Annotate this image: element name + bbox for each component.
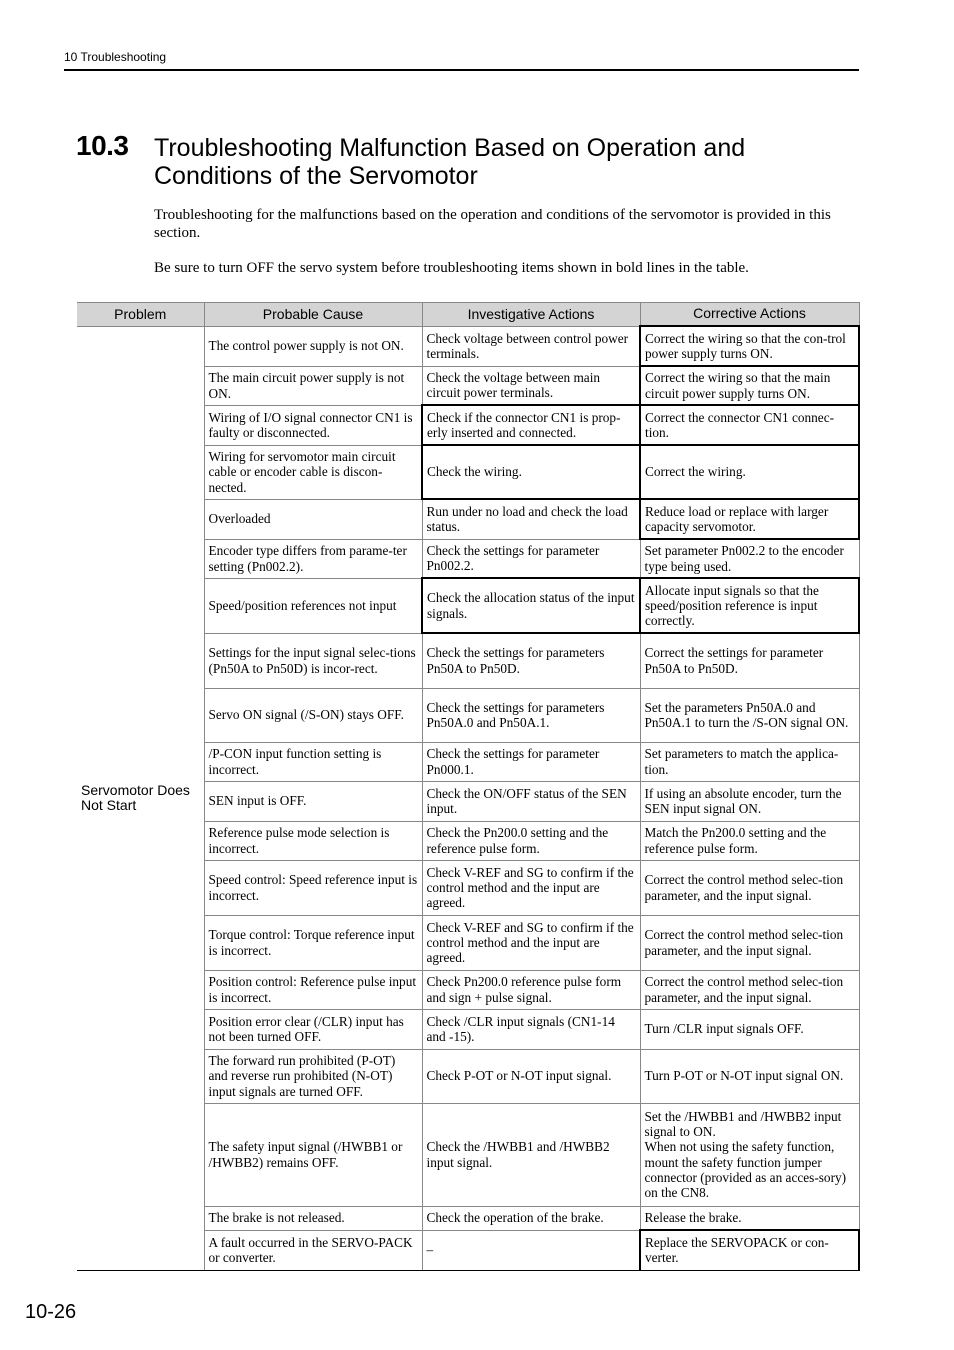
- investigate-cell: Check the operation of the brake.: [422, 1206, 640, 1230]
- cause-cell: Position error clear (/CLR) input has not been turned OFF.: [204, 1009, 422, 1049]
- cause-cell: Servo ON signal (/S-ON) stays OFF.: [204, 688, 422, 742]
- section-title: Troubleshooting Malfunction Based on Operation and Conditions of the Servomotor: [154, 134, 746, 190]
- investigate-cell: Check P-OT or N-OT input signal.: [422, 1049, 640, 1103]
- investigate-cell: Check the /HWBB1 and /HWBB2 input signal.: [422, 1103, 640, 1206]
- investigate-cell: Check the wiring.: [422, 445, 640, 499]
- correct-cell: Release the brake.: [640, 1206, 859, 1230]
- header-corrective-actions: Corrective Actions: [640, 303, 859, 327]
- investigate-cell: Check if the connector CN1 is prop-erly inserted and connected.: [422, 405, 640, 445]
- correct-cell: Set parameter Pn002.2 to the encoder type being used.: [640, 539, 859, 578]
- section-number: 10.3: [76, 130, 129, 161]
- investigate-cell: Check /CLR input signals (CN1-14 and -15).: [422, 1009, 640, 1049]
- correct-cell: Correct the control method selec-tion parameter, and the input signal.: [640, 915, 859, 970]
- running-head: 10 Troubleshooting: [64, 50, 167, 64]
- investigate-cell: Check Pn200.0 reference pulse form and sign + pulse signal.: [422, 970, 640, 1009]
- correct-cell: If using an absolute encoder, turn the SEN input signal ON.: [640, 781, 859, 821]
- investigate-cell: Check the ON/OFF status of the SEN input.: [422, 781, 640, 821]
- investigate-cell: Check the settings for parameters Pn50A to Pn50D.: [422, 633, 640, 688]
- cause-cell: The brake is not released.: [204, 1206, 422, 1230]
- correct-cell: Correct the connector CN1 connec-tion.: [640, 405, 859, 445]
- investigate-cell: Check the settings for parameters Pn50A.0 and Pn50A.1.: [422, 688, 640, 742]
- problem-cell: Servomotor Does Not Start: [77, 326, 204, 1270]
- correct-cell: Turn /CLR input signals OFF.: [640, 1009, 859, 1049]
- table-header-row: [77, 303, 859, 327]
- header-problem: Problem: [77, 303, 204, 327]
- correct-cell: Correct the control method selec-tion parameter, and the input signal.: [640, 970, 859, 1009]
- header-probable-cause: Probable Cause: [204, 303, 422, 327]
- correct-cell: Match the Pn200.0 setting and the reference pulse form.: [640, 821, 859, 860]
- intro-paragraph-1: Troubleshooting for the malfunctions based on the operation and conditions of the servomotor is provided in this section.: [154, 207, 831, 241]
- header-investigative-actions: Investigative Actions: [422, 303, 640, 327]
- investigate-cell: Check the Pn200.0 setting and the reference pulse form.: [422, 821, 640, 860]
- correct-cell: Set the /HWBB1 and /HWBB2 input signal to ON. When not using the safety function, mount the safety function jumper connector (provided as an acces-sory) on the CN8.: [640, 1103, 859, 1206]
- correct-cell: Correct the wiring so that the con-trol power supply turns ON.: [640, 326, 859, 366]
- cause-cell: Torque control: Torque reference input is incorrect.: [204, 915, 422, 970]
- cause-cell: Speed/position references not input: [204, 578, 422, 633]
- page-number: 10-26: [25, 1301, 77, 1323]
- investigate-cell: Check the allocation status of the input signals.: [422, 578, 640, 633]
- correct-cell: Correct the control method selec-tion parameter, and the input signal.: [640, 860, 859, 915]
- cause-cell: A fault occurred in the SERVO-PACK or converter.: [204, 1230, 422, 1270]
- correct-cell: Reduce load or replace with larger capacity servomotor.: [640, 499, 859, 539]
- investigate-cell: Check voltage between control power terminals.: [422, 326, 640, 366]
- correct-cell: Set parameters to match the applica-tion.: [640, 742, 859, 781]
- investigate-cell: –: [422, 1230, 640, 1270]
- cause-cell: Wiring for servomotor main circuit cable or encoder cable is discon-nected.: [204, 445, 422, 499]
- cause-cell: The main circuit power supply is not ON.: [204, 366, 422, 405]
- header-rule: [64, 69, 859, 71]
- correct-cell: Turn P-OT or N-OT input signal ON.: [640, 1049, 859, 1103]
- investigate-cell: Check the settings for parameter Pn000.1.: [422, 742, 640, 781]
- correct-cell: Correct the wiring.: [640, 445, 859, 499]
- cause-cell: Wiring of I/O signal connector CN1 is faulty or disconnected.: [204, 405, 422, 445]
- investigate-cell: Check the voltage between main circuit power terminals.: [422, 366, 640, 405]
- correct-cell: Correct the settings for parameter Pn50A to Pn50D.: [640, 633, 859, 688]
- cause-cell: SEN input is OFF.: [204, 781, 422, 821]
- intro-paragraph-2: Be sure to turn OFF the servo system before troubleshooting items shown in bold lines in the table.: [154, 260, 749, 276]
- investigate-cell: Check V-REF and SG to confirm if the control method and the input are agreed.: [422, 915, 640, 970]
- cause-cell: Overloaded: [204, 499, 422, 539]
- cause-cell: The safety input signal (/HWBB1 or /HWBB2) remains OFF.: [204, 1103, 422, 1206]
- correct-cell: Allocate input signals so that the speed/position reference is input correctly.: [640, 578, 859, 633]
- correct-cell: Replace the SERVOPACK or con-verter.: [640, 1230, 859, 1270]
- troubleshooting-table: [77, 302, 860, 1271]
- table-row: [77, 326, 859, 366]
- cause-cell: Reference pulse mode selection is incorrect.: [204, 821, 422, 860]
- investigate-cell: Check V-REF and SG to confirm if the control method and the input are agreed.: [422, 860, 640, 915]
- investigate-cell: Run under no load and check the load status.: [422, 499, 640, 539]
- correct-cell: Set the parameters Pn50A.0 and Pn50A.1 to turn the /S-ON signal ON.: [640, 688, 859, 742]
- cause-cell: Speed control: Speed reference input is incorrect.: [204, 860, 422, 915]
- cause-cell: Encoder type differs from parame-ter setting (Pn002.2).: [204, 539, 422, 578]
- cause-cell: The control power supply is not ON.: [204, 326, 422, 366]
- correct-cell: Correct the wiring so that the main circuit power supply turns ON.: [640, 366, 859, 405]
- investigate-cell: Check the settings for parameter Pn002.2.: [422, 539, 640, 578]
- cause-cell: The forward run prohibited (P-OT) and reverse run prohibited (N-OT) input signals are turned OFF.: [204, 1049, 422, 1103]
- cause-cell: Position control: Reference pulse input is incorrect.: [204, 970, 422, 1009]
- cause-cell: /P-CON input function setting is incorrect.: [204, 742, 422, 781]
- cause-cell: Settings for the input signal selec-tions (Pn50A to Pn50D) is incor-rect.: [204, 633, 422, 688]
